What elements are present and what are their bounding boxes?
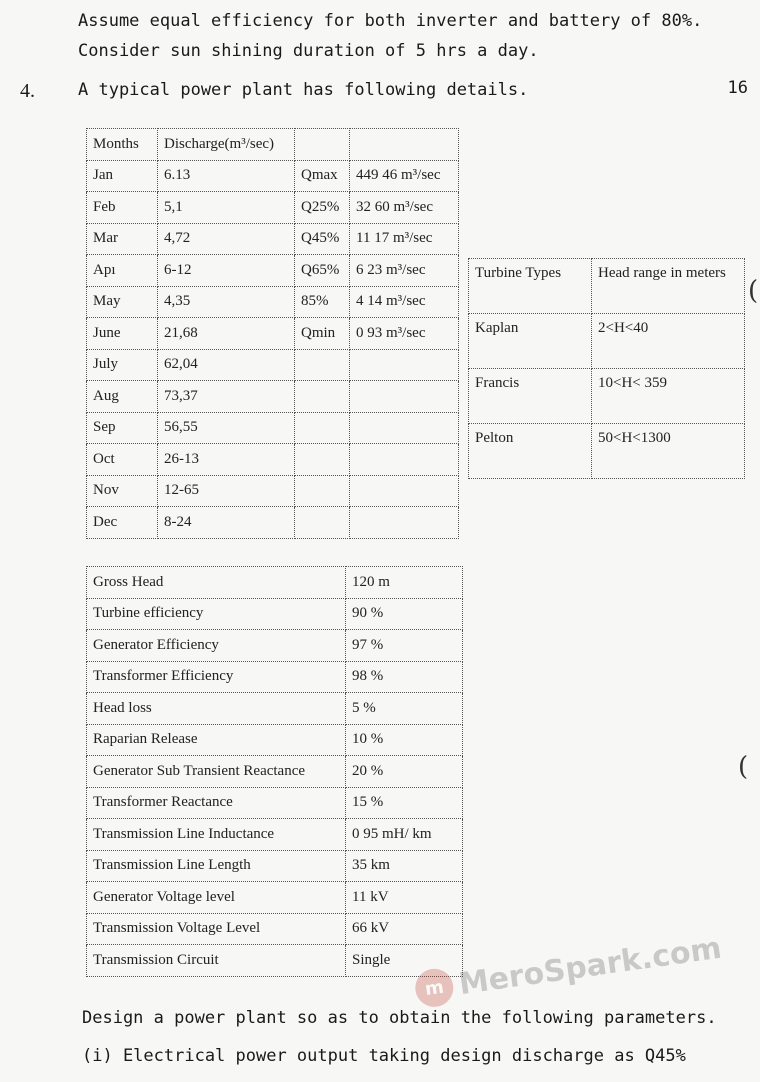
discharge-row-cell: 12-65 xyxy=(158,475,295,507)
discharge-row xyxy=(87,160,459,192)
parameter-row-cell: Transmission Circuit xyxy=(87,945,346,977)
discharge-row-cell: 85% xyxy=(295,286,350,318)
parameter-row-cell: 5 % xyxy=(346,693,463,725)
margin-mark-2: ( xyxy=(738,752,749,782)
discharge-row-cell: Aug xyxy=(87,381,158,413)
question-number: 4. xyxy=(20,80,35,102)
discharge-row-cell: Nov xyxy=(87,475,158,507)
margin-mark-1: ( xyxy=(748,276,759,306)
intro-line-1: Assume equal efficiency for both inverter and battery of 80%. xyxy=(78,11,703,31)
parameter-row-cell: Transmission Line Inductance xyxy=(87,819,346,851)
discharge-row-cell: 62,04 xyxy=(158,349,295,381)
parameter-row-cell: Generator Efficiency xyxy=(87,630,346,662)
discharge-row-cell xyxy=(295,349,350,381)
parameter-row xyxy=(87,724,463,756)
discharge-row-cell xyxy=(350,444,459,476)
turbine-row xyxy=(469,424,745,479)
header-months: Months xyxy=(87,129,158,161)
discharge-row xyxy=(87,286,459,318)
discharge-row-cell: Feb xyxy=(87,192,158,224)
discharge-row-cell: May xyxy=(87,286,158,318)
discharge-header-row xyxy=(87,129,459,161)
turbine-row xyxy=(469,369,745,424)
turbine-row-cell: 50<H<1300 xyxy=(592,424,745,479)
parameter-row-cell: Transmission Line Length xyxy=(87,850,346,882)
parameter-row xyxy=(87,787,463,819)
discharge-row xyxy=(87,412,459,444)
discharge-row-cell: 4,72 xyxy=(158,223,295,255)
header-discharge: Discharge(m³/sec) xyxy=(158,129,295,161)
parameter-row xyxy=(87,630,463,662)
parameter-row xyxy=(87,913,463,945)
parameter-row-cell: 35 km xyxy=(346,850,463,882)
discharge-row-cell xyxy=(295,412,350,444)
parameter-row-cell: 15 % xyxy=(346,787,463,819)
parameter-row-cell: Transformer Efficiency xyxy=(87,661,346,693)
discharge-row-cell: 11 17 m³/sec xyxy=(350,223,459,255)
discharge-row xyxy=(87,255,459,287)
item-i: (i) Electrical power output taking design discharge as Q45% xyxy=(82,1046,686,1066)
header-head-range: Head range in meters xyxy=(592,259,745,314)
parameters-table xyxy=(86,566,463,977)
parameter-row-cell: 11 kV xyxy=(346,882,463,914)
discharge-row-cell xyxy=(295,444,350,476)
parameter-row xyxy=(87,850,463,882)
turbine-row xyxy=(469,314,745,369)
parameter-row-cell: 97 % xyxy=(346,630,463,662)
parameter-row-cell: 98 % xyxy=(346,661,463,693)
parameter-row xyxy=(87,661,463,693)
discharge-row-cell: 4,35 xyxy=(158,286,295,318)
discharge-table xyxy=(86,128,459,539)
parameter-row-cell: 20 % xyxy=(346,756,463,788)
discharge-row xyxy=(87,507,459,539)
parameter-row-cell: Generator Voltage level xyxy=(87,882,346,914)
discharge-row-cell xyxy=(295,381,350,413)
turbine-row-cell: Francis xyxy=(469,369,592,424)
intro-text xyxy=(78,6,702,66)
discharge-row-cell: Dec xyxy=(87,507,158,539)
discharge-row-cell: 4 14 m³/sec xyxy=(350,286,459,318)
parameter-row-cell: Transformer Reactance xyxy=(87,787,346,819)
discharge-row-cell: 6 23 m³/sec xyxy=(350,255,459,287)
parameter-row-cell: Generator Sub Transient Reactance xyxy=(87,756,346,788)
discharge-row-cell: Qmin xyxy=(295,318,350,350)
discharge-row xyxy=(87,192,459,224)
parameter-row xyxy=(87,693,463,725)
discharge-row xyxy=(87,381,459,413)
discharge-row-cell xyxy=(295,475,350,507)
discharge-row-cell: Q45% xyxy=(295,223,350,255)
turbine-table xyxy=(468,258,745,479)
parameter-row-cell: Raparian Release xyxy=(87,724,346,756)
parameter-row xyxy=(87,567,463,599)
discharge-row xyxy=(87,349,459,381)
parameter-row xyxy=(87,756,463,788)
parameter-row xyxy=(87,598,463,630)
turbine-row-cell: Kaplan xyxy=(469,314,592,369)
discharge-row-cell: Sep xyxy=(87,412,158,444)
discharge-row-cell xyxy=(350,349,459,381)
discharge-row-cell: 21,68 xyxy=(158,318,295,350)
discharge-row-cell: 73,37 xyxy=(158,381,295,413)
turbine-row-cell: 2<H<40 xyxy=(592,314,745,369)
discharge-row-cell: 5,1 xyxy=(158,192,295,224)
discharge-row-cell: 449 46 m³/sec xyxy=(350,160,459,192)
discharge-row-cell: Jan xyxy=(87,160,158,192)
parameter-row-cell: Single xyxy=(346,945,463,977)
discharge-row-cell: Qmax xyxy=(295,160,350,192)
parameter-row-cell: 120 m xyxy=(346,567,463,599)
question-marks: 16 xyxy=(727,78,748,98)
discharge-row xyxy=(87,223,459,255)
header-turbine-types: Turbine Types xyxy=(469,259,592,314)
discharge-row-cell xyxy=(350,475,459,507)
discharge-row xyxy=(87,475,459,507)
discharge-row-cell: July xyxy=(87,349,158,381)
watermark-logo-icon: m xyxy=(413,966,456,1009)
turbine-row-cell: 10<H< 359 xyxy=(592,369,745,424)
discharge-row xyxy=(87,444,459,476)
discharge-row-cell: 6-12 xyxy=(158,255,295,287)
discharge-row-cell: Oct xyxy=(87,444,158,476)
parameter-row-cell: 90 % xyxy=(346,598,463,630)
discharge-row-cell: 26-13 xyxy=(158,444,295,476)
parameter-row-cell: Turbine efficiency xyxy=(87,598,346,630)
discharge-row-cell: Q25% xyxy=(295,192,350,224)
question-text: A typical power plant has following details. xyxy=(78,80,529,100)
discharge-row-cell xyxy=(295,507,350,539)
discharge-row-cell xyxy=(350,412,459,444)
turbine-header-row xyxy=(469,259,745,314)
discharge-row-cell: 56,55 xyxy=(158,412,295,444)
discharge-row-cell: 0 93 m³/sec xyxy=(350,318,459,350)
turbine-row-cell: Pelton xyxy=(469,424,592,479)
parameter-row xyxy=(87,882,463,914)
parameter-row-cell: 66 kV xyxy=(346,913,463,945)
header-blank-2 xyxy=(350,129,459,161)
discharge-row-cell xyxy=(350,381,459,413)
parameter-row-cell: Gross Head xyxy=(87,567,346,599)
watermark-text: MeroSpark.com xyxy=(456,930,724,1002)
parameter-row-cell: Transmission Voltage Level xyxy=(87,913,346,945)
discharge-row-cell: June xyxy=(87,318,158,350)
discharge-row-cell: Q65% xyxy=(295,255,350,287)
discharge-row-cell: 32 60 m³/sec xyxy=(350,192,459,224)
discharge-row-cell: Apı xyxy=(87,255,158,287)
parameter-row-cell: 10 % xyxy=(346,724,463,756)
design-instruction: Design a power plant so as to obtain the following parameters. xyxy=(82,1008,717,1028)
header-blank-1 xyxy=(295,129,350,161)
parameter-row xyxy=(87,819,463,851)
intro-line-2: Consider sun shining duration of 5 hrs a day. xyxy=(78,41,539,61)
discharge-row-cell: 6.13 xyxy=(158,160,295,192)
discharge-row-cell xyxy=(350,507,459,539)
discharge-row-cell: 8-24 xyxy=(158,507,295,539)
parameter-row-cell: 0 95 mH/ km xyxy=(346,819,463,851)
discharge-row xyxy=(87,318,459,350)
discharge-row-cell: Mar xyxy=(87,223,158,255)
parameter-row xyxy=(87,945,463,977)
parameter-row-cell: Head loss xyxy=(87,693,346,725)
